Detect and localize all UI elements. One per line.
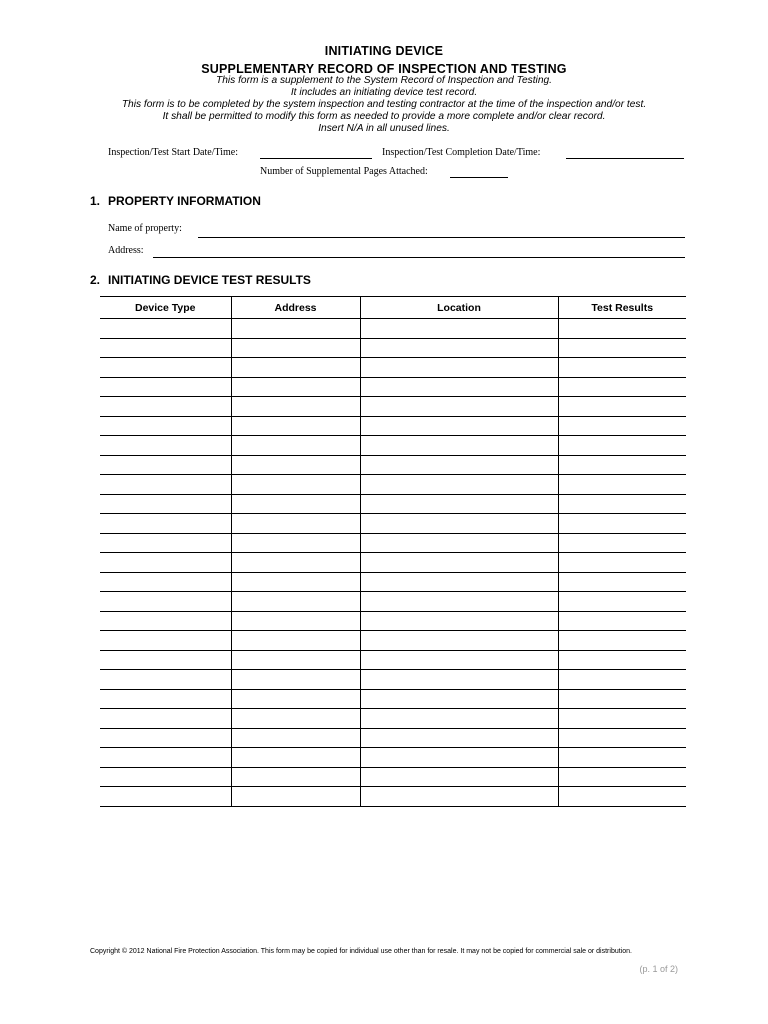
test-results-cell[interactable] — [558, 572, 686, 592]
location-cell[interactable] — [360, 436, 558, 456]
test-results-cell[interactable] — [558, 631, 686, 651]
table-row — [100, 787, 686, 807]
location-cell[interactable] — [360, 533, 558, 553]
location-cell[interactable] — [360, 689, 558, 709]
column-header-address: Address — [231, 297, 360, 319]
address-cell[interactable] — [231, 377, 360, 397]
address-cell[interactable] — [231, 553, 360, 573]
location-cell[interactable] — [360, 338, 558, 358]
test-results-cell[interactable] — [558, 377, 686, 397]
intro-line-1: This form is a supplement to the System Record of Inspection and Testing. — [216, 75, 552, 86]
device-type-cell[interactable] — [100, 338, 231, 358]
start-date-label: Inspection/Test Start Date/Time: — [108, 147, 239, 158]
test-results-cell[interactable] — [558, 592, 686, 612]
test-results-cell[interactable] — [558, 397, 686, 417]
table-row — [100, 514, 686, 534]
address-cell[interactable] — [231, 670, 360, 690]
completion-date-field[interactable] — [566, 158, 684, 159]
device-type-cell[interactable] — [100, 748, 231, 768]
table-row — [100, 572, 686, 592]
table-row — [100, 397, 686, 417]
test-results-cell[interactable] — [558, 455, 686, 475]
table-row — [100, 592, 686, 612]
device-type-cell[interactable] — [100, 728, 231, 748]
device-type-cell[interactable] — [100, 689, 231, 709]
completion-date-label: Inspection/Test Completion Date/Time: — [382, 147, 541, 158]
location-cell[interactable] — [360, 455, 558, 475]
device-type-cell[interactable] — [100, 358, 231, 378]
intro-line-2: It includes an initiating device test record. — [290, 87, 478, 98]
location-cell[interactable] — [360, 319, 558, 339]
location-cell[interactable] — [360, 494, 558, 514]
test-results-cell[interactable] — [558, 787, 686, 807]
test-results-cell[interactable] — [558, 358, 686, 378]
location-cell[interactable] — [360, 572, 558, 592]
table-header-row — [100, 297, 686, 319]
test-results-cell[interactable] — [558, 728, 686, 748]
section-device-test-results — [90, 273, 311, 287]
test-results-cell[interactable] — [558, 494, 686, 514]
test-results-cell[interactable] — [558, 689, 686, 709]
address-cell[interactable] — [231, 397, 360, 417]
address-cell[interactable] — [231, 338, 360, 358]
supplemental-pages-label: Number of Supplemental Pages Attached: — [260, 166, 428, 177]
address-cell[interactable] — [231, 592, 360, 612]
address-cell[interactable] — [231, 319, 360, 339]
address-cell[interactable] — [231, 494, 360, 514]
table-row — [100, 767, 686, 787]
device-type-cell[interactable] — [100, 787, 231, 807]
address-cell[interactable] — [231, 514, 360, 534]
form-subtitle: SUPPLEMENTARY RECORD OF INSPECTION AND TESTING — [201, 62, 567, 76]
test-results-cell[interactable] — [558, 416, 686, 436]
location-cell[interactable] — [360, 416, 558, 436]
table-row — [100, 533, 686, 553]
table-row — [100, 631, 686, 651]
location-cell[interactable] — [360, 553, 558, 573]
table-row — [100, 728, 686, 748]
address-cell[interactable] — [231, 455, 360, 475]
table-row — [100, 611, 686, 631]
table-row — [100, 748, 686, 768]
location-cell[interactable] — [360, 787, 558, 807]
intro-line-4: It shall be permitted to modify this form as needed to provide a more complete and/or clear record. — [162, 111, 606, 122]
address-cell[interactable] — [231, 650, 360, 670]
test-results-cell[interactable] — [558, 767, 686, 787]
test-results-cell[interactable] — [558, 533, 686, 553]
address-cell[interactable] — [231, 475, 360, 495]
table-row — [100, 455, 686, 475]
copyright-notice: Copyright © 2012 National Fire Protection Association. This form may be copied for individual use other than for resale. It may not be copied for commercial sale or distribution. — [90, 948, 632, 955]
property-name-label: Name of property: — [108, 223, 182, 234]
test-results-cell[interactable] — [558, 553, 686, 573]
table-row — [100, 689, 686, 709]
device-type-cell[interactable] — [100, 533, 231, 553]
device-type-cell[interactable] — [100, 650, 231, 670]
address-cell[interactable] — [231, 767, 360, 787]
section-title: INITIATING DEVICE TEST RESULTS — [108, 273, 311, 287]
table-row — [100, 377, 686, 397]
column-header-test-results: Test Results — [558, 297, 686, 319]
device-type-cell[interactable] — [100, 436, 231, 456]
table-row — [100, 416, 686, 436]
section-property-information — [90, 194, 261, 208]
test-results-cell[interactable] — [558, 611, 686, 631]
location-cell[interactable] — [360, 709, 558, 729]
table-body — [100, 319, 686, 807]
column-header-location: Location — [360, 297, 558, 319]
address-cell[interactable] — [231, 416, 360, 436]
section-title: PROPERTY INFORMATION — [108, 194, 261, 208]
property-name-field[interactable] — [198, 237, 685, 238]
device-type-cell[interactable] — [100, 397, 231, 417]
location-cell[interactable] — [360, 592, 558, 612]
device-type-cell[interactable] — [100, 572, 231, 592]
test-results-cell[interactable] — [558, 475, 686, 495]
test-results-cell[interactable] — [558, 514, 686, 534]
device-type-cell[interactable] — [100, 553, 231, 573]
location-cell[interactable] — [360, 358, 558, 378]
device-type-cell[interactable] — [100, 514, 231, 534]
test-results-cell[interactable] — [558, 650, 686, 670]
test-results-cell[interactable] — [558, 709, 686, 729]
device-type-cell[interactable] — [100, 611, 231, 631]
form-title: INITIATING DEVICE — [324, 44, 444, 58]
device-type-cell[interactable] — [100, 494, 231, 514]
table-row — [100, 553, 686, 573]
address-cell[interactable] — [231, 572, 360, 592]
table-row — [100, 494, 686, 514]
address-cell[interactable] — [231, 631, 360, 651]
location-cell[interactable] — [360, 377, 558, 397]
property-address-field[interactable] — [153, 257, 685, 258]
table-row — [100, 338, 686, 358]
address-cell[interactable] — [231, 748, 360, 768]
location-cell[interactable] — [360, 650, 558, 670]
location-cell[interactable] — [360, 611, 558, 631]
device-type-cell[interactable] — [100, 709, 231, 729]
address-cell[interactable] — [231, 436, 360, 456]
section-number: 1. — [90, 194, 101, 208]
device-type-cell[interactable] — [100, 416, 231, 436]
device-type-cell[interactable] — [100, 455, 231, 475]
test-results-cell[interactable] — [558, 436, 686, 456]
start-date-field[interactable] — [260, 158, 372, 159]
address-cell[interactable] — [231, 611, 360, 631]
table-row — [100, 319, 686, 339]
intro-line-5: Insert N/A in all unused lines. — [318, 123, 450, 134]
location-cell[interactable] — [360, 728, 558, 748]
table-row — [100, 475, 686, 495]
test-results-cell[interactable] — [558, 319, 686, 339]
table-row — [100, 358, 686, 378]
table-row — [100, 709, 686, 729]
section-number: 2. — [90, 273, 101, 287]
device-type-cell[interactable] — [100, 377, 231, 397]
device-type-cell[interactable] — [100, 767, 231, 787]
address-cell[interactable] — [231, 728, 360, 748]
column-header-device-type: Device Type — [100, 297, 231, 319]
device-type-cell[interactable] — [100, 631, 231, 651]
device-type-cell[interactable] — [100, 670, 231, 690]
device-type-cell[interactable] — [100, 475, 231, 495]
table-row — [100, 436, 686, 456]
test-results-cell[interactable] — [558, 748, 686, 768]
supplemental-pages-field[interactable] — [450, 177, 508, 178]
intro-line-3: This form is to be completed by the system inspection and testing contractor at the time of the inspection and/or test. — [121, 99, 647, 110]
device-test-results-table — [100, 296, 686, 807]
address-cell[interactable] — [231, 533, 360, 553]
property-address-label: Address: — [108, 245, 144, 256]
test-results-cell[interactable] — [558, 670, 686, 690]
device-type-cell[interactable] — [100, 592, 231, 612]
location-cell[interactable] — [360, 767, 558, 787]
location-cell[interactable] — [360, 670, 558, 690]
address-cell[interactable] — [231, 709, 360, 729]
table-row — [100, 670, 686, 690]
table-row — [100, 650, 686, 670]
location-cell[interactable] — [360, 631, 558, 651]
page-number: (p. 1 of 2) — [639, 964, 678, 974]
device-type-cell[interactable] — [100, 319, 231, 339]
location-cell[interactable] — [360, 475, 558, 495]
address-cell[interactable] — [231, 358, 360, 378]
address-cell[interactable] — [231, 787, 360, 807]
location-cell[interactable] — [360, 748, 558, 768]
location-cell[interactable] — [360, 514, 558, 534]
address-cell[interactable] — [231, 689, 360, 709]
location-cell[interactable] — [360, 397, 558, 417]
test-results-cell[interactable] — [558, 338, 686, 358]
